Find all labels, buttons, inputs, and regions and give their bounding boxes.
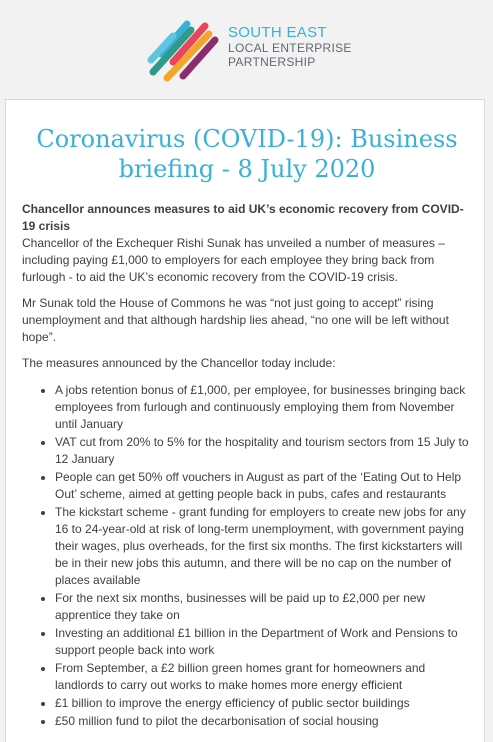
subheading: Chancellor announces measures to aid UK’s economic recovery from COVID-19 crisis bbox=[22, 202, 464, 233]
paragraph: The measures announced by the Chancellor today include: bbox=[22, 356, 336, 370]
briefing-card bbox=[5, 99, 485, 742]
logo-line-1: SOUTH EAST bbox=[228, 24, 327, 41]
briefing-content bbox=[22, 201, 472, 731]
logo-line-3: PARTNERSHIP bbox=[228, 55, 316, 69]
lep-logo-icon bbox=[143, 14, 227, 86]
list-item: • People can get 50% off vouchers in August as part of the ‘Eating Out to Help Out’ scheme, aimed at getting people back in pubs, cafes and restaurants bbox=[55, 469, 472, 503]
list-item: • The kickstart scheme - grant funding for employers to create new jobs for any 16 to 24-year-old at risk of long-term unemployment, with government paying their wages, plus overheads, for the first six months. The first kickstarters will be in their new jobs this autumn, and there will be no cap on the number of places available bbox=[55, 504, 472, 589]
paragraph: Chancellor of the Exchequer Rishi Sunak has unveiled a number of measures – including paying £1,000 to employers for each employee they bring back from furlough - to aid the UK’s economic recovery from the COVID-19 crisis. bbox=[22, 236, 445, 284]
paragraph: Mr Sunak told the House of Commons he was “not just going to accept” rising unemployment and that although hardship lies ahead, “no one will be left without hope”. bbox=[22, 296, 449, 344]
list-item: • A jobs retention bonus of £1,000, per employee, for businesses bringing back employees from furlough and continuously employing them from November until January bbox=[55, 382, 472, 433]
logo-line-2: LOCAL ENTERPRISE bbox=[228, 41, 352, 55]
list-item: • For the next six months, businesses will be paid up to £2,000 per new apprentice they take on bbox=[55, 590, 472, 624]
header bbox=[0, 0, 493, 96]
measures-list bbox=[22, 382, 472, 730]
list-item: • Investing an additional £1 billion in the Department of Work and Pensions to support people back into work bbox=[55, 625, 472, 659]
list-item: • VAT cut from 20% to 5% for the hospitality and tourism sectors from 15 July to 12 January bbox=[55, 434, 472, 468]
list-item: • From September, a £2 billion green homes grant for homeowners and landlords to carry out works to make homes more energy efficient bbox=[55, 660, 472, 694]
list-item: • £50 million fund to pilot the decarbonisation of social housing bbox=[55, 713, 472, 730]
lep-logo-text bbox=[228, 24, 352, 69]
page-title: Coronavirus (COVID-19): Business briefing - 8 July 2020 bbox=[36, 125, 458, 183]
list-item: • £1 billion to improve the energy efficiency of public sector buildings bbox=[55, 695, 472, 712]
